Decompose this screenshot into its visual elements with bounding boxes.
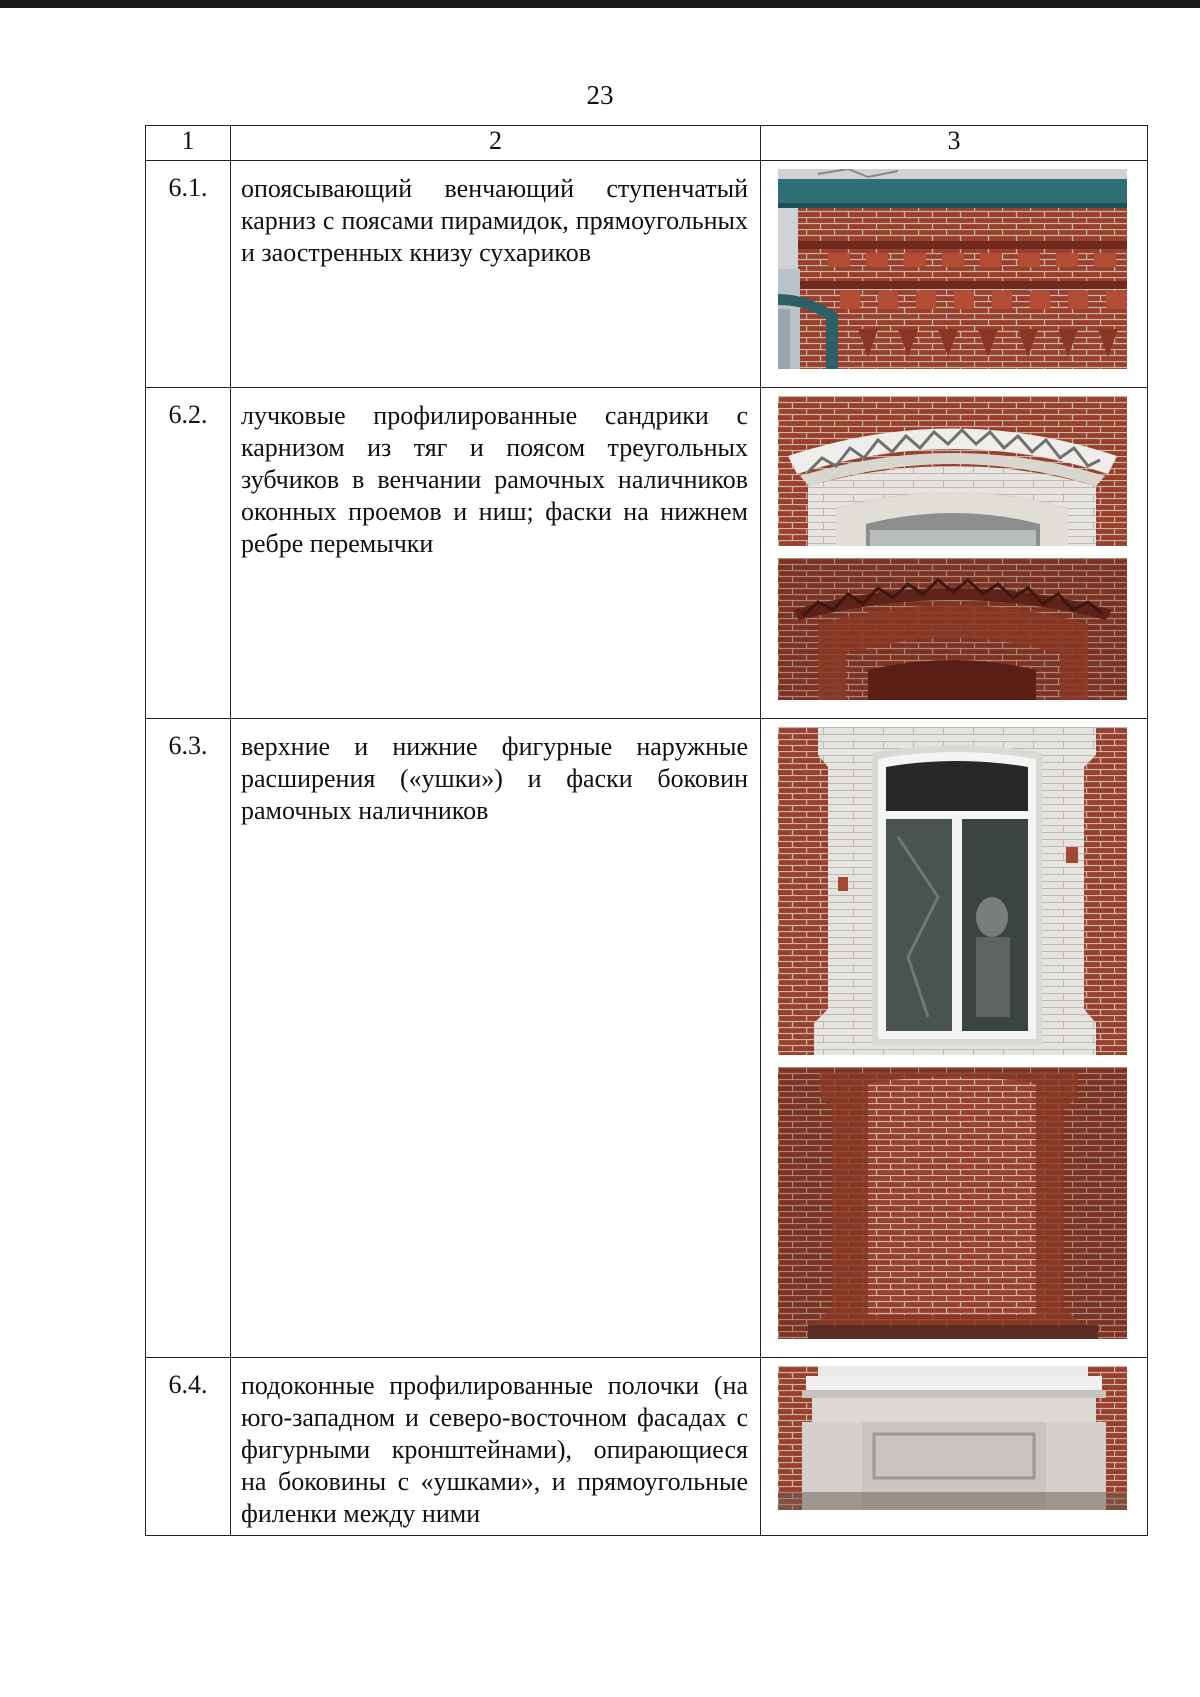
- header-col-1: 1: [146, 126, 231, 161]
- row-description: подоконные профилированные полочки (на юго-западном и северо-восточном фасадах с фигурными кронштейнами), опирающиеся на боковины с «ушками», и прямоугольные филенки между ними: [231, 1358, 761, 1536]
- photo-stepped-cornice: [778, 169, 1127, 369]
- row-photos: [761, 161, 1148, 388]
- row-number: 6.1.: [146, 161, 231, 388]
- row-photos: [761, 388, 1148, 719]
- photo-window-frame-trim: [778, 727, 1127, 1055]
- row-photos: [761, 719, 1148, 1358]
- table-row: [146, 1358, 1148, 1536]
- row-description: опоясывающий венчающий ступенчатый карниз с поясами пирамидок, прямоугольных и заостренных книзу сухариков: [231, 161, 761, 388]
- photo-window-sill-panel: [778, 1366, 1127, 1510]
- row-number: 6.4.: [146, 1358, 231, 1536]
- photo-brick-niche: [778, 1067, 1127, 1339]
- photo-white-sandrik: [778, 396, 1127, 546]
- page-number: 23: [586, 80, 614, 110]
- row-photos: [761, 1358, 1148, 1536]
- table-row: [146, 388, 1148, 719]
- table-row: [146, 161, 1148, 388]
- header-col-2: 2: [231, 126, 761, 161]
- elements-table: [145, 125, 1148, 1536]
- row-description: лучковые профилированные сандрики с карнизом из тяг и поясом треугольных зубчиков в венчании рамочных наличников оконных проемов и ниш; фаски на нижнем ребре перемычки: [231, 388, 761, 719]
- row-number: 6.3.: [146, 719, 231, 1358]
- header-col-3: 3: [761, 126, 1148, 161]
- table-header-row: [146, 126, 1148, 161]
- row-number: 6.2.: [146, 388, 231, 719]
- row-description: верхние и нижние фигурные наружные расширения («ушки») и фаски боковин рамочных наличников: [231, 719, 761, 1358]
- scan-top-edge: [0, 0, 1200, 8]
- photo-brick-sandrik: [778, 558, 1127, 700]
- table-row: [146, 719, 1148, 1358]
